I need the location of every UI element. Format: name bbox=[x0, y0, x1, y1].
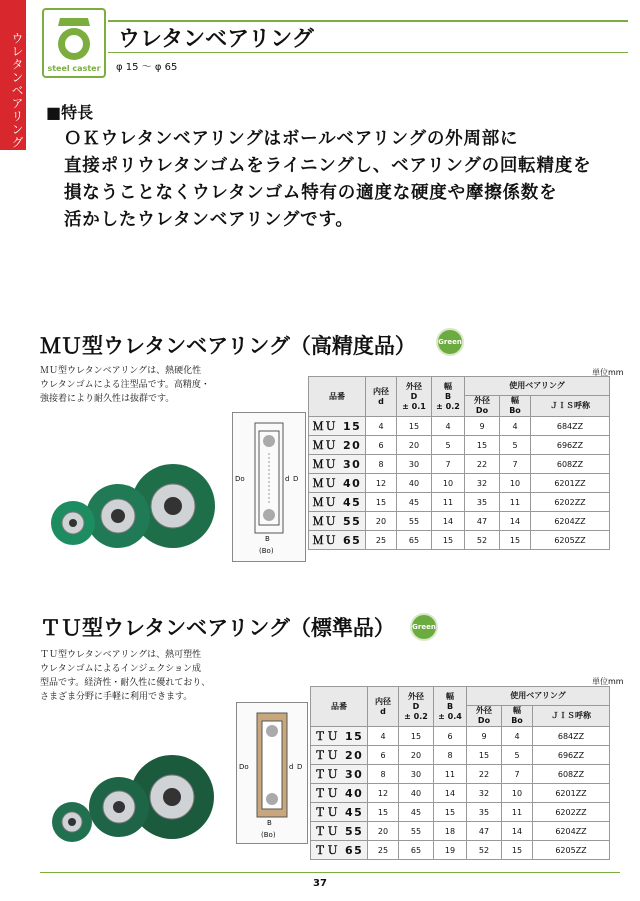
dim-d: d bbox=[285, 475, 290, 483]
cell-name: ＭＵ 30 bbox=[309, 455, 366, 474]
cell-D: 30 bbox=[397, 455, 432, 474]
cell-Do: 35 bbox=[465, 493, 500, 512]
cell-d: 12 bbox=[368, 784, 399, 803]
tu-desc-line: 型品です。経済性・耐久性に優れており、 bbox=[40, 678, 211, 688]
mu-desc-line: 強接着により耐久性は抜群です。 bbox=[40, 394, 175, 404]
mu-desc-line: ウレタンゴムによる注型品です。高精度・ bbox=[40, 380, 210, 390]
mu-section-title: ＭＵ型ウレタンベアリング（高精度品） bbox=[40, 334, 416, 358]
tu-description bbox=[40, 648, 240, 704]
tu-desc-line: ＴＵ型ウレタンベアリングは、熱可塑性 bbox=[40, 650, 202, 660]
cell-d: 15 bbox=[366, 493, 397, 512]
col-header: ＪＩＳ呼称 bbox=[531, 396, 610, 417]
mu-spec-table bbox=[308, 376, 610, 550]
cell-Bo: 15 bbox=[502, 841, 533, 860]
cell-jis: 6202ZZ bbox=[531, 493, 610, 512]
features-line: 活かしたウレタンベアリングです。 bbox=[64, 210, 354, 230]
cell-name: ＴＵ 45 bbox=[311, 803, 368, 822]
tu-table-body bbox=[311, 727, 610, 860]
table-row bbox=[309, 531, 610, 550]
cell-D: 40 bbox=[397, 474, 432, 493]
cell-B: 7 bbox=[432, 455, 465, 474]
cell-B: 18 bbox=[434, 822, 467, 841]
cell-Bo: 7 bbox=[502, 765, 533, 784]
table-row bbox=[311, 765, 610, 784]
mu-cross-section-drawing bbox=[232, 412, 306, 562]
tu-section-title: ＴＵ型ウレタンベアリング（標準品） bbox=[40, 616, 395, 640]
cell-name: ＭＵ 45 bbox=[309, 493, 366, 512]
cell-name: ＭＵ 55 bbox=[309, 512, 366, 531]
col-header: 幅 Bo bbox=[502, 706, 533, 727]
logo-caption: steel caster bbox=[47, 64, 101, 73]
cell-B: 10 bbox=[432, 474, 465, 493]
col-header: 外径 Do bbox=[465, 396, 500, 417]
features-line: 損なうことなくウレタンゴム特有の適度な硬度や摩擦係数を bbox=[64, 183, 558, 203]
cell-D: 15 bbox=[397, 417, 432, 436]
green-mark-icon: Green bbox=[410, 613, 438, 641]
table-row bbox=[309, 512, 610, 531]
footer-rule bbox=[40, 872, 620, 873]
table-row bbox=[309, 455, 610, 474]
col-header: 使用ベアリング bbox=[465, 377, 610, 396]
cell-D: 55 bbox=[397, 512, 432, 531]
table-row bbox=[311, 841, 610, 860]
dim-bo: (Bo) bbox=[259, 547, 274, 555]
cell-B: 4 bbox=[432, 417, 465, 436]
table-row bbox=[309, 436, 610, 455]
cell-Bo: 5 bbox=[500, 436, 531, 455]
cell-Do: 52 bbox=[465, 531, 500, 550]
tu-desc-line: ウレタンゴムによるインジェクション成 bbox=[40, 664, 202, 674]
cell-D: 40 bbox=[399, 784, 434, 803]
features-heading: ■特長 bbox=[46, 103, 94, 122]
cell-jis: 684ZZ bbox=[533, 727, 610, 746]
cell-jis: 608ZZ bbox=[531, 455, 610, 474]
col-header: 内径 d bbox=[368, 687, 399, 727]
cell-Bo: 5 bbox=[502, 746, 533, 765]
cell-name: ＴＵ 55 bbox=[311, 822, 368, 841]
cell-B: 6 bbox=[434, 727, 467, 746]
tu-spec-table bbox=[310, 686, 610, 860]
cell-Do: 35 bbox=[467, 803, 502, 822]
cell-jis: 6204ZZ bbox=[533, 822, 610, 841]
cell-d: 8 bbox=[368, 765, 399, 784]
title-rule-bottom bbox=[108, 52, 628, 53]
cell-d: 6 bbox=[366, 436, 397, 455]
cell-B: 15 bbox=[432, 531, 465, 550]
cell-D: 45 bbox=[397, 493, 432, 512]
cell-D: 15 bbox=[399, 727, 434, 746]
cell-Do: 9 bbox=[467, 727, 502, 746]
col-header: 幅 B ± 0.2 bbox=[432, 377, 465, 417]
col-header: 外径 D ± 0.1 bbox=[397, 377, 432, 417]
col-header: 幅 B ± 0.4 bbox=[434, 687, 467, 727]
cell-B: 11 bbox=[434, 765, 467, 784]
cell-B: 5 bbox=[432, 436, 465, 455]
features-line: ＯＫウレタンベアリングはボールベアリングの外周部に bbox=[64, 129, 519, 149]
cell-jis: 608ZZ bbox=[533, 765, 610, 784]
cell-d: 20 bbox=[366, 512, 397, 531]
cell-B: 19 bbox=[434, 841, 467, 860]
table-row bbox=[311, 727, 610, 746]
cell-jis: 6201ZZ bbox=[531, 474, 610, 493]
caster-icon bbox=[50, 14, 98, 64]
cell-d: 15 bbox=[368, 803, 399, 822]
cell-d: 8 bbox=[366, 455, 397, 474]
dim-bo: (Bo) bbox=[261, 831, 276, 839]
table-row bbox=[311, 746, 610, 765]
cell-jis: 6204ZZ bbox=[531, 512, 610, 531]
cell-Do: 22 bbox=[467, 765, 502, 784]
cell-Bo: 14 bbox=[502, 822, 533, 841]
tu-drawing-svg bbox=[237, 703, 307, 843]
table-row bbox=[311, 822, 610, 841]
col-header: 幅 Bo bbox=[500, 396, 531, 417]
cell-Do: 32 bbox=[465, 474, 500, 493]
col-header: 内径 d bbox=[366, 377, 397, 417]
cell-Bo: 11 bbox=[502, 803, 533, 822]
steel-caster-logo bbox=[42, 8, 106, 78]
dim-do: Do bbox=[235, 475, 245, 483]
cell-Do: 32 bbox=[467, 784, 502, 803]
cell-name: ＴＵ 40 bbox=[311, 784, 368, 803]
cell-d: 20 bbox=[368, 822, 399, 841]
cell-Bo: 4 bbox=[502, 727, 533, 746]
page-number: 37 bbox=[313, 878, 327, 889]
cell-Bo: 4 bbox=[500, 417, 531, 436]
cell-name: ＴＵ 20 bbox=[311, 746, 368, 765]
cell-name: ＴＵ 15 bbox=[311, 727, 368, 746]
cell-name: ＭＵ 40 bbox=[309, 474, 366, 493]
cell-D: 65 bbox=[399, 841, 434, 860]
cell-Do: 22 bbox=[465, 455, 500, 474]
cell-d: 4 bbox=[366, 417, 397, 436]
dim-b: B bbox=[265, 535, 270, 543]
mu-unit: 単位mm bbox=[592, 368, 624, 377]
dim-d: d bbox=[289, 763, 294, 771]
cell-Do: 15 bbox=[467, 746, 502, 765]
cell-name: ＴＵ 30 bbox=[311, 765, 368, 784]
cell-d: 4 bbox=[368, 727, 399, 746]
cell-Bo: 10 bbox=[500, 474, 531, 493]
col-header: 使用ベアリング bbox=[467, 687, 610, 706]
tu-wheels-photo bbox=[44, 752, 224, 852]
mu-description bbox=[40, 364, 240, 406]
col-header: 品番 bbox=[311, 687, 368, 727]
table-row bbox=[309, 417, 610, 436]
cell-jis: 6202ZZ bbox=[533, 803, 610, 822]
tu-unit: 単位mm bbox=[592, 677, 624, 686]
size-range: φ 15 〜 φ 65 bbox=[116, 62, 178, 73]
cell-Do: 15 bbox=[465, 436, 500, 455]
cell-B: 11 bbox=[432, 493, 465, 512]
cell-d: 6 bbox=[368, 746, 399, 765]
cell-Bo: 10 bbox=[502, 784, 533, 803]
col-header: ＪＩＳ呼称 bbox=[533, 706, 610, 727]
cell-jis: 6205ZZ bbox=[531, 531, 610, 550]
cell-Bo: 14 bbox=[500, 512, 531, 531]
cell-name: ＭＵ 15 bbox=[309, 417, 366, 436]
dim-b: B bbox=[267, 819, 272, 827]
col-header: 外径 Do bbox=[467, 706, 502, 727]
tu-cross-section-drawing bbox=[236, 702, 308, 844]
page-title: ウレタンベアリング bbox=[118, 27, 314, 52]
cell-D: 30 bbox=[399, 765, 434, 784]
table-row bbox=[309, 493, 610, 512]
mu-desc-line: ＭＵ型ウレタンベアリングは、熱硬化性 bbox=[40, 366, 202, 376]
cell-Do: 47 bbox=[467, 822, 502, 841]
mu-table-body bbox=[309, 417, 610, 550]
cell-B: 15 bbox=[434, 803, 467, 822]
cell-jis: 6201ZZ bbox=[533, 784, 610, 803]
table-row bbox=[311, 784, 610, 803]
table-row bbox=[311, 803, 610, 822]
cell-D: 65 bbox=[397, 531, 432, 550]
features-line: 直接ポリウレタンゴムをライニングし、ベアリングの回転精度を bbox=[64, 156, 592, 176]
col-header: 品番 bbox=[309, 377, 366, 417]
cell-B: 8 bbox=[434, 746, 467, 765]
dim-D: D bbox=[297, 763, 303, 771]
cell-Bo: 11 bbox=[500, 493, 531, 512]
tu-desc-line: さまざま分野に手軽に利用できます。 bbox=[40, 692, 193, 702]
cell-Do: 9 bbox=[465, 417, 500, 436]
cell-Do: 52 bbox=[467, 841, 502, 860]
cell-jis: 684ZZ bbox=[531, 417, 610, 436]
cell-D: 20 bbox=[397, 436, 432, 455]
side-tab: ウレタンベアリング bbox=[0, 0, 26, 150]
table-row bbox=[309, 474, 610, 493]
cell-B: 14 bbox=[434, 784, 467, 803]
cell-Bo: 15 bbox=[500, 531, 531, 550]
features-body bbox=[64, 126, 604, 234]
cell-Do: 47 bbox=[465, 512, 500, 531]
cell-B: 14 bbox=[432, 512, 465, 531]
cell-D: 55 bbox=[399, 822, 434, 841]
cell-D: 45 bbox=[399, 803, 434, 822]
cell-name: ＭＵ 20 bbox=[309, 436, 366, 455]
cell-Bo: 7 bbox=[500, 455, 531, 474]
cell-jis: 696ZZ bbox=[533, 746, 610, 765]
mu-wheels-photo bbox=[48, 458, 228, 558]
cell-d: 25 bbox=[368, 841, 399, 860]
col-header: 外径 D ± 0.2 bbox=[399, 687, 434, 727]
cell-D: 20 bbox=[399, 746, 434, 765]
dim-D: D bbox=[293, 475, 299, 483]
cell-d: 12 bbox=[366, 474, 397, 493]
cell-jis: 6205ZZ bbox=[533, 841, 610, 860]
dim-do: Do bbox=[239, 763, 249, 771]
cell-name: ＭＵ 65 bbox=[309, 531, 366, 550]
cell-name: ＴＵ 65 bbox=[311, 841, 368, 860]
cell-jis: 696ZZ bbox=[531, 436, 610, 455]
green-mark-icon: Green bbox=[436, 328, 464, 356]
cell-d: 25 bbox=[366, 531, 397, 550]
